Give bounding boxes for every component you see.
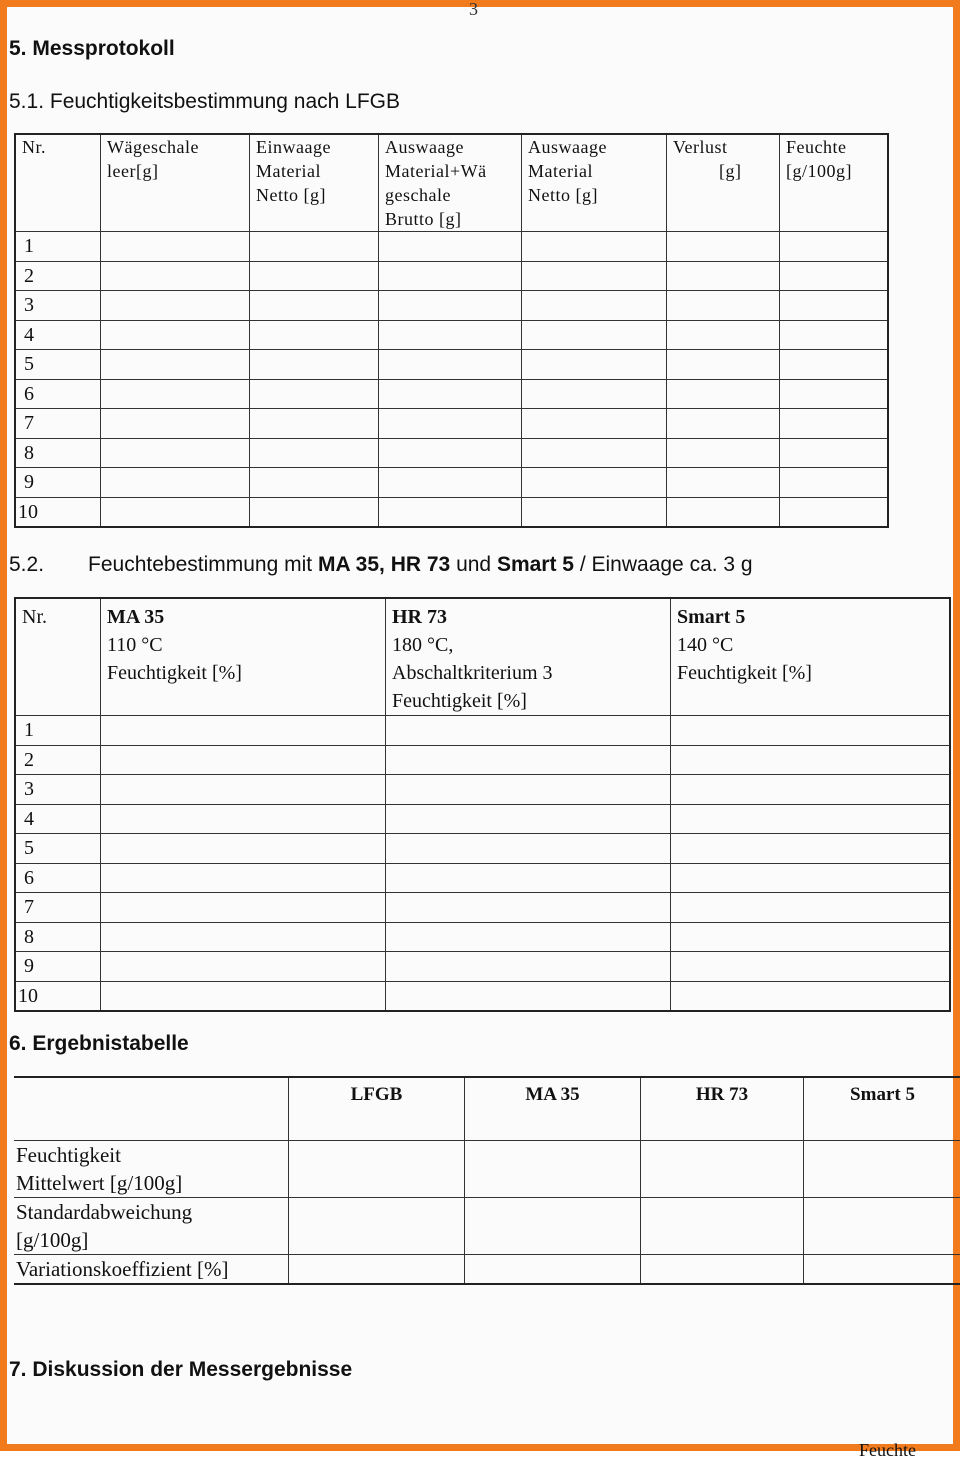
- table-row: 7: [15, 409, 888, 439]
- col-smart5: Smart 5 140 °C Feuchtigkeit [%]: [671, 598, 951, 716]
- table-row: 7: [15, 893, 950, 923]
- table-row: 1: [15, 716, 950, 746]
- col-feuchte: Feuchte [g/100g]: [780, 134, 889, 232]
- row-label: Variationskoeffizient [%]: [14, 1255, 289, 1285]
- col-einwaage: Einwaage Material Netto [g]: [250, 134, 379, 232]
- table-row: 8: [15, 922, 950, 952]
- table-row: 10: [15, 981, 950, 1011]
- table-row: 2: [15, 261, 888, 291]
- col-ma35: MA 35 110 °C Feuchtigkeit [%]: [101, 598, 386, 716]
- table-row: 9: [15, 952, 950, 982]
- row-label: Standardabweichung [g/100g]: [14, 1198, 289, 1255]
- section-6-title: 6. Ergebnistabelle: [9, 1032, 189, 1056]
- table-row: 8: [15, 438, 888, 468]
- col-auswaage-netto: Auswaage Material Netto [g]: [522, 134, 667, 232]
- device-table: [14, 597, 951, 1012]
- footer-fragment: Feuchte: [859, 1440, 916, 1461]
- table-row: 1: [15, 232, 888, 262]
- table-row: 3: [15, 775, 950, 805]
- section-7-title: 7. Diskussion der Messergebnisse: [9, 1358, 352, 1382]
- section-5-title: 5. Messprotokoll: [9, 37, 175, 61]
- table-row: [14, 1141, 960, 1198]
- col-hr73: HR 73: [641, 1077, 804, 1141]
- lfgb-table: [14, 133, 889, 528]
- table-row: 10: [15, 497, 888, 527]
- col-waegeschale: Wägeschale leer[g]: [101, 134, 250, 232]
- table-row: 6: [15, 379, 888, 409]
- col-auswaage-brutto: Auswaage Material+Wä geschale Brutto [g]: [379, 134, 522, 232]
- table-row: 5: [15, 350, 888, 380]
- result-table: [14, 1076, 960, 1285]
- col-lfgb: LFGB: [289, 1077, 465, 1141]
- row-label: Feuchtigkeit Mittelwert [g/100g]: [14, 1141, 289, 1198]
- table-row: 6: [15, 863, 950, 893]
- col-label: [14, 1077, 289, 1141]
- table-row: [14, 1198, 960, 1255]
- table-header-row: [14, 1077, 960, 1141]
- table-row: 9: [15, 468, 888, 498]
- page-number: 3: [469, 0, 478, 20]
- section-51-title: 5.1. Feuchtigkeitsbestimmung nach LFGB: [9, 90, 400, 114]
- table-row: [14, 1255, 960, 1285]
- col-hr73: HR 73 180 °C, Abschaltkriterium 3 Feuchtigkeit [%]: [386, 598, 671, 716]
- col-smart5: Smart 5: [804, 1077, 960, 1141]
- section-52-title: 5.2. Feuchtebestimmung mit MA 35, HR 73 und Smart 5 / Einwaage ca. 3 g: [9, 553, 753, 577]
- table-header-row: [15, 598, 950, 716]
- col-verlust: Verlust [g]: [667, 134, 780, 232]
- col-ma35: MA 35: [465, 1077, 641, 1141]
- table-row: 4: [15, 804, 950, 834]
- col-nr: Nr.: [15, 134, 101, 232]
- table-row: 2: [15, 745, 950, 775]
- table-header-row: [15, 134, 888, 232]
- table-row: 3: [15, 291, 888, 321]
- col-nr: Nr.: [15, 598, 101, 716]
- table-row: 5: [15, 834, 950, 864]
- table-row: 4: [15, 320, 888, 350]
